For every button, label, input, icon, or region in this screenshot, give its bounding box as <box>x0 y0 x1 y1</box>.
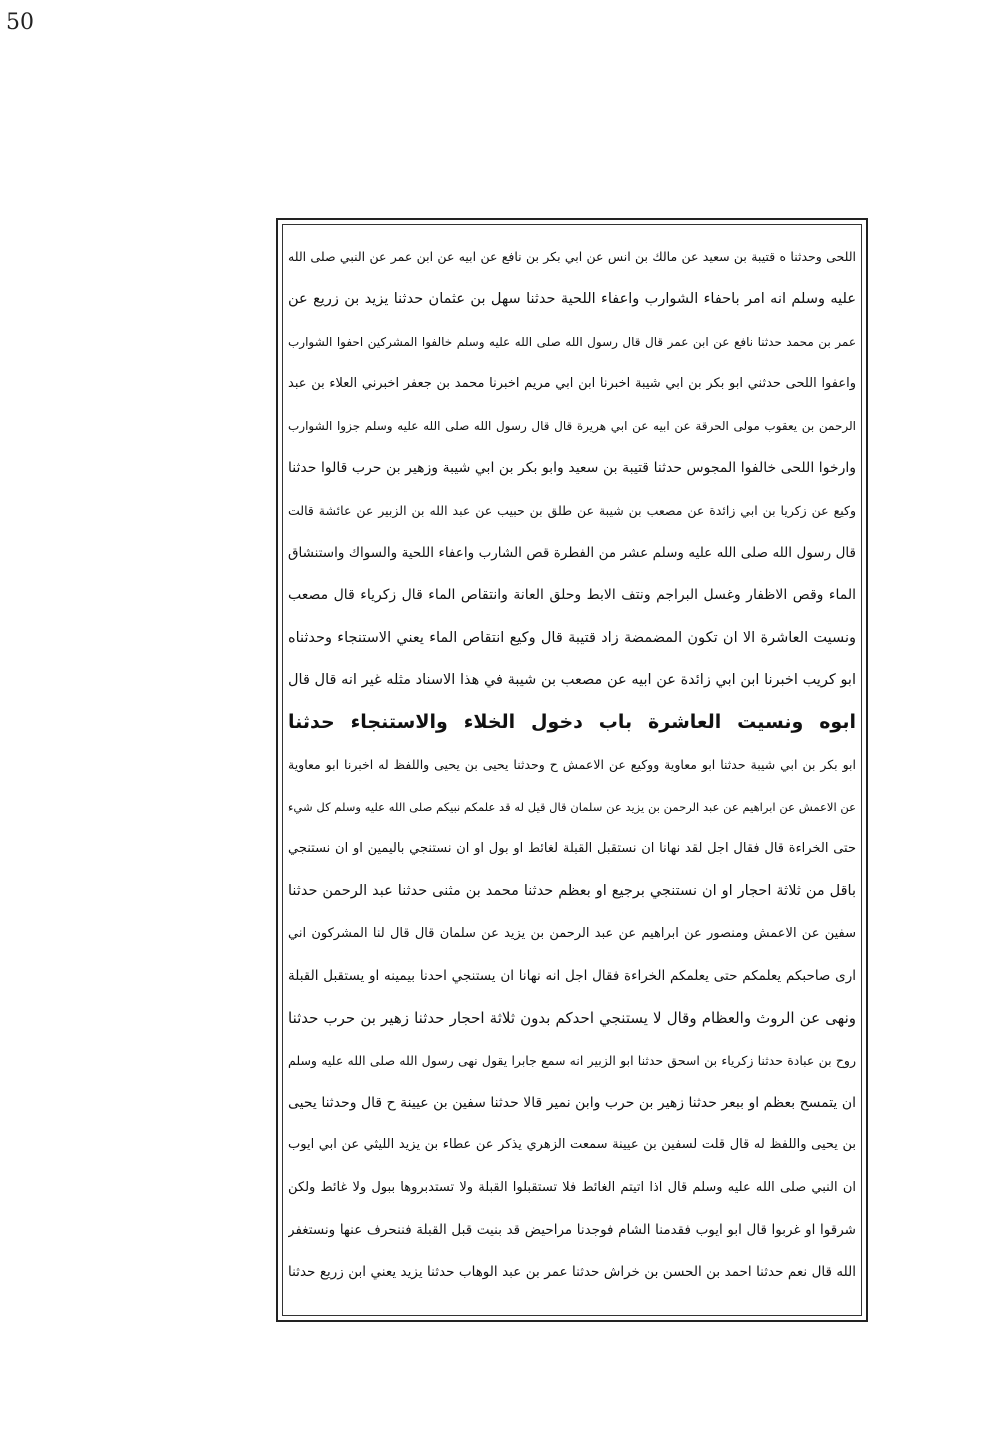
text-line: ان النبي صلى الله عليه وسلم قال اذا اتيتم الغائط فلا تستقبلوا القبلة ولا تستدبروها ببول ولا غائط ولكن <box>288 1179 856 1195</box>
text-line: حتى الخراءة قال فقال اجل لقد نهانا ان نستقبل القبلة لغائط او بول او ان نستنجي باليمين او ان نستنجي <box>288 841 856 857</box>
text-line: الله قال نعم حدثنا احمد بن الحسن بن خراش حدثنا عمر بن عبد الوهاب حدثنا يزيد يعني ابن زريع حدثنا <box>288 1264 856 1281</box>
text-line: سفين عن الاعمش ومنصور عن ابراهيم عن عبد الرحمن بن يزيد عن سلمان قال قال لنا المشركون اني <box>288 925 856 941</box>
text-line: ابو بكر بن ابي شيبة حدثنا ابو معاوية ووكيع عن الاعمش ح وحدثنا يحيى بن يحيى واللفظ له اخبرنا ابو معاوية <box>288 756 856 772</box>
text-line: واعفوا اللحى حدثني ابو بكر بن ابي شيبة اخبرنا ابن ابي مريم اخبرنا محمد بن جعفر اخبرني العلاء بن عبد <box>288 375 856 391</box>
text-line: الرحمن بن يعقوب مولى الحرقة عن ابيه عن ابي هريرة قال قال رسول الله صلى الله عليه وسلم جزوا الشوارب <box>288 419 856 434</box>
text-line: عمر بن محمد حدثنا نافع عن ابن عمر قال قال رسول الله صلى الله عليه وسلم خالفوا المشركين احفوا الشوارب <box>288 334 856 349</box>
text-line: ارى صاحبكم يعلمكم حتى يعلمكم الخراءة فقال اجل انه نهانا ان يستنجي احدنا بيمينه او يستقبل القبلة <box>288 968 856 985</box>
text-line: عن الاعمش عن ابراهيم عن عبد الرحمن بن يزيد عن سلمان قال قيل له قد علمكم نبيكم صلى الله عليه وسلم كل شيء <box>288 799 856 814</box>
text-line: وارخوا اللحى خالفوا المجوس حدثنا قتيبة بن سعيد وابو بكر بن ابي شيبة وزهير بن حرب قالوا حدثنا <box>288 460 856 477</box>
text-line: الماء وقص الاظفار وغسل البراجم ونتف الابط وحلق العانة وانتقاص الماء قال زكرياء قال مصعب <box>288 587 856 604</box>
text-line: ان يتمسح بعظم او ببعر حدثنا زهير بن حرب وابن نمير قالا حدثنا سفين بن عيينة ح قال وحدثنا يحيى <box>288 1094 856 1111</box>
text-line: وكيع عن زكريا بن ابي زائدة عن مصعب بن شيبة عن طلق بن حبيب عن عبد الله بن الزبير عن عائشة قالت <box>288 502 856 518</box>
text-line: ابو كريب اخبرنا ابن ابي زائدة عن ابيه عن مصعب بن شيبة في هذا الاسناد مثله غير انه قال قال <box>288 671 856 688</box>
chapter-heading-line: ابوه ونسيت العاشرة باب دخول الخلاء والاستنجاء حدثنا <box>288 711 856 734</box>
text-line: بن يحيى واللفظ له قال قلت لسفين بن عيينة سمعت الزهري يذكر عن عطاء بن يزيد الليثي عن ابي ايوب <box>288 1137 856 1153</box>
text-line: ونهى عن الروث والعظام وقال لا يستنجي احدكم بدون ثلاثة احجار حدثنا زهير بن حرب حدثنا <box>288 1009 856 1028</box>
text-line: اللحى وحدثنا ه قتيبة بن سعيد عن مالك بن انس عن ابي بكر بن نافع عن ابيه عن ابن عمر عن النبي صلى الله <box>288 249 856 264</box>
text-frame <box>276 218 868 1322</box>
page-number: 50 <box>6 10 34 35</box>
text-line: عليه وسلم انه امر باحفاء الشوارب واعفاء اللحية حدثنا سهل بن عثمان حدثنا يزيد بن زريع عن <box>288 291 856 308</box>
text-line: باقل من ثلاثة احجار او ان نستنجي برجيع او بعظم حدثنا محمد بن مثنى حدثنا عبد الرحمن حدثنا <box>288 883 856 900</box>
text-line: روح بن عبادة حدثنا زكرياء بن اسحق حدثنا ابو الزبير انه سمع جابرا يقول نهى رسول الله صلى الله عليه وسلم <box>288 1052 856 1068</box>
text-line: ونسيت العاشرة الا ان تكون المضمضة زاد قتيبة قال وكيع انتقاص الماء يعني الاستنجاء وحدثناه <box>288 629 856 646</box>
text-line: شرقوا او غربوا قال ابو ايوب فقدمنا الشام فوجدنا مراحيض قد بنيت قبل القبلة فننحرف عنها ونستغفر <box>288 1221 856 1238</box>
manuscript-text-block <box>288 236 856 1293</box>
text-line: قال رسول الله صلى الله عليه وسلم عشر من الفطرة قص الشارب واعفاء اللحية والسواك واستنشاق <box>288 545 856 562</box>
